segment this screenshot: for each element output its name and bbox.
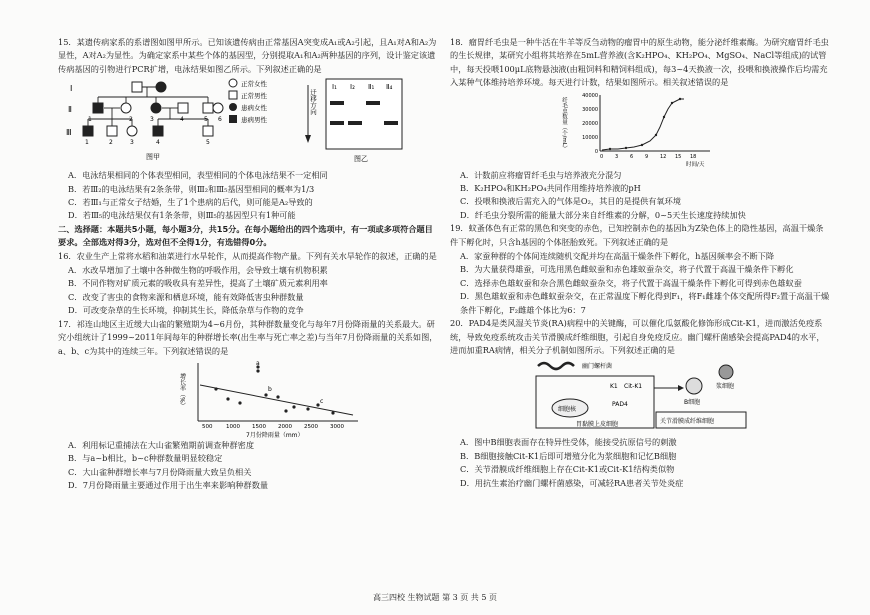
label-h-pylori: 幽门螺杆菌	[582, 363, 613, 371]
q20-figure	[450, 358, 830, 436]
data-point	[226, 397, 229, 400]
gel-band	[330, 121, 344, 125]
q15-figures	[58, 77, 438, 169]
gel-figure	[296, 77, 426, 169]
gel-lane-label: Ⅱ₁	[368, 83, 375, 92]
arrow-head-icon	[305, 135, 311, 143]
q19-stem: 19．蚊蚤体色有正常的黑色和突变的赤色，已知控制赤色的基因h为Z染色体上的隐性基因，高温干燥条件下孵化时，只含h基因的个体胚胎致死。下列叙述正确的是	[450, 223, 824, 247]
y-tick: 40000	[582, 92, 598, 99]
gen-label-I: Ⅰ	[70, 84, 73, 94]
ind-num: 6	[218, 116, 222, 124]
label-synovial: 关节滑膜成纤维细胞	[660, 418, 715, 426]
label-gastric-cell: 胃黏膜上皮细胞	[576, 421, 619, 429]
y-axis-label: 增长率（%）	[178, 372, 186, 409]
y-tick-labels	[582, 93, 598, 155]
gel-band	[330, 101, 344, 105]
q16-option-a[interactable]: A．水改旱增加了土壤中各种微生物的呼吸作用，会导致土壤有机物积累	[68, 265, 328, 276]
y-axis-label: 纤毛虫数量（个/mL）	[561, 96, 567, 151]
q17-option-c[interactable]: C．大山雀种群增长率与7月份降雨量大致呈负相关	[68, 466, 252, 477]
gen-label-III: Ⅲ	[66, 128, 72, 138]
y-tick: 30000	[582, 106, 598, 113]
ind-num: 2	[109, 139, 113, 147]
x-tick: 9	[645, 153, 649, 160]
y-tick: 10000	[582, 134, 598, 141]
x-tick: 2500	[304, 423, 318, 430]
pedigree-ind-II2	[121, 103, 131, 113]
q18-figure	[450, 91, 830, 169]
q18-growth-chart	[560, 91, 730, 169]
growth-curve	[602, 99, 684, 150]
data-point	[214, 387, 217, 390]
q15-option-b[interactable]: B．若Ⅲ₂的电泳结果有2条条带，则Ⅲ₂和Ⅲ₅基因型相同的概率为1/3	[68, 183, 315, 194]
arrow-head-icon	[678, 385, 684, 391]
data-point	[331, 411, 334, 414]
data-point	[609, 147, 611, 149]
point-label-b: b	[268, 385, 272, 393]
ind-num: 2	[129, 116, 133, 124]
data-point	[641, 143, 643, 145]
x-axis-label: 7月份降雨量（mm）	[246, 431, 304, 439]
bacteria-icon	[538, 363, 574, 369]
q20-stem: 20．PAD4是类风湿关节炎(RA)病程中的关键酶，可以催化瓜氨酸化修饰形成Cit-K1，进而激活免疫系统，导致免疫系统攻击关节滑膜成纤维细胞，引起自身免疫反应。幽门螺杆菌感染会提高PAD4的水平，进而加重RA病情，相关分子机制如图所示。下列叙述正确的是	[450, 318, 825, 355]
pedigree-ind-III1	[83, 126, 93, 136]
pedigree-ind-I2	[156, 82, 166, 92]
x-tick-labels	[202, 424, 344, 430]
point-label-a: a	[256, 359, 260, 367]
q16-option-c[interactable]: C．改变了害虫的食物来源和栖息环境，能有效降低害虫种群数量	[68, 291, 304, 302]
pedigree-ind-I1	[132, 82, 142, 92]
legend-label: 正常男性	[241, 92, 267, 101]
pedigree-ind-III2	[107, 126, 117, 136]
legend-affected-female-icon	[229, 103, 237, 111]
pedigree-caption: 图甲	[146, 153, 160, 162]
x-tick: 15	[675, 153, 682, 160]
data-point	[671, 101, 673, 103]
gel-lane-label: Ⅰ₂	[350, 83, 355, 92]
q20-option-b[interactable]: B．B细胞接触Cit-K1后即可增殖分化为浆细胞和记忆B细胞	[460, 450, 677, 461]
q20-option-d[interactable]: D．用抗生素治疗幽门螺杆菌感染，可减轻RA患者关节处炎症	[460, 477, 684, 488]
ind-num: 1	[85, 139, 89, 147]
gen-label-II: Ⅱ	[68, 105, 72, 115]
q18-option-d[interactable]: D．纤毛虫分裂所需的能量大部分来自纤维素的分解，0~5天生长速度持续加快	[460, 209, 746, 220]
label-cit-k1: Cit-K1	[624, 383, 643, 391]
y-tick: 20000	[582, 120, 598, 127]
gel-band	[348, 121, 362, 125]
q18-option-b[interactable]: B．K₂HPO₄和KH₂PO₄共同作用维持培养液的pH	[460, 183, 641, 194]
pedigree-ind-III3	[127, 126, 137, 136]
label-plasma-cell: 浆细胞	[716, 383, 735, 391]
gel-band	[366, 101, 380, 105]
data-point	[679, 97, 681, 99]
q16-option-d[interactable]: D．可改变杂草的生长环境，抑制其生长，降低杂草与作物的竞争	[68, 305, 304, 316]
q19-option-a[interactable]: A．家蚕种群的个体间连续随机交配并均在高温干燥条件下孵化，h基因频率会不断下降	[460, 251, 775, 262]
q17-figure	[58, 359, 438, 439]
q18-stem: 18．瘤胃纤毛虫是一种牛活在牛羊等反刍动物的瘤胃中的原生动物，能分泌纤维素酶。为研究瘤胃纤毛虫的生长规律，某研究小组将其培养在5mL营养液(含K₂HPO₄、KH₂PO₄、MgSO₄、NaCl等组成)的试管中，每天投喂100μL底物悬浊液(由粗饲料和精饲料组成)，每3~4天换液一次，投喂和换液操作后均需充入某种气体维持培养环境。每天进行计数，结果如图所示。相关叙述错误的是	[450, 37, 829, 88]
q15-option-a[interactable]: A．电泳结果相同的个体表型相同，表型相同的个体电泳结果不一定相同	[68, 170, 328, 181]
q20-option-c[interactable]: C．关节滑膜成纤维细胞上存在Cit-K1或Cit-K1结构类似物	[460, 464, 675, 475]
pedigree-ind-II6	[213, 103, 223, 113]
q20-mechanism-diagram	[530, 358, 750, 436]
x-tick: 1000	[226, 423, 240, 430]
trend-line	[200, 385, 353, 415]
b-cell-icon	[686, 378, 702, 394]
ind-num: 4	[180, 116, 184, 124]
label-pad4: PAD4	[612, 401, 628, 409]
q18-option-a[interactable]: A．计数前应将瘤胃纤毛虫与培养液充分混匀	[460, 169, 622, 180]
x-axis-label: 时间/天	[686, 161, 705, 168]
gel-caption: 图乙	[354, 155, 368, 164]
x-tick-labels	[600, 154, 696, 160]
label-nucleus: 细胞核	[558, 406, 577, 414]
q15-option-c[interactable]: C．若Ⅲ₁与正常女子结婚，生了1个患病的后代，则可能是A₂导致的	[68, 197, 313, 208]
data-point	[256, 369, 259, 372]
legend-label: 患病女性	[241, 104, 267, 113]
x-tick: 500	[202, 423, 213, 430]
q18-option-c[interactable]: C．投喂和换液后需充入的气体是O₂，其目的是提供有氧环境	[460, 196, 681, 207]
pedigree-ind-II1	[93, 103, 103, 113]
page-footer: 高三四校 生物试题 第 3 页 共 5 页	[373, 593, 497, 602]
data-point	[238, 401, 241, 404]
x-tick: 0	[600, 153, 604, 160]
x-tick: 6	[630, 153, 634, 160]
left-column	[58, 36, 438, 493]
q17-stem: 17．祁连山地区主近缓大山雀的繁殖期为4~6月份，其种群数量变化与每年7月份降雨量的关系最大。研究小组统计了1999~2011年间每年的种群增长率(出生率与死亡率之差)与当年7月份降雨量的关系如图，a、b、c为其中的连续三年。下列叙述错误的是	[58, 318, 438, 356]
x-tick: 18	[690, 153, 697, 160]
data-point	[625, 146, 627, 148]
ind-num: 3	[150, 116, 154, 124]
pedigree-ind-III4	[153, 126, 163, 136]
q19-option-b[interactable]: B．为大量获得雄蚕，可选用黑色雌蚁蚕和赤色雄蚁蚕杂交，将子代置于高温干燥条件下孵化	[460, 264, 794, 275]
legend-normal-female-icon	[229, 79, 237, 87]
data-point	[655, 133, 657, 135]
q17-option-a[interactable]: A．利用标记重捕法在大山雀繁殖期前调查种群密度	[68, 439, 255, 450]
legend-label: 正常女性	[241, 80, 267, 89]
q17-option-d[interactable]: D．7月份降雨量主要通过作用于出生率来影响种群数量	[68, 480, 269, 491]
q16-stem: 16．农业生产上常将水稻和油菜进行水旱轮作，从而提高作物产量。下列有关水旱轮作的叙述，正确的是	[58, 250, 437, 261]
q15-option-d[interactable]: D．若Ⅲ₅的电泳结果仅有1条条带，则Ⅲ₅的基因型只有1种可能	[68, 210, 296, 221]
legend-normal-male-icon	[229, 91, 237, 99]
gel-axis-label: 迁移方向	[309, 89, 317, 116]
ind-num: 5	[204, 116, 208, 124]
q16-option-b[interactable]: B．不同作物对矿质元素的吸收具有差异性，提高了土壤矿质元素利用率	[68, 278, 328, 289]
label-b-cell: B细胞	[684, 399, 701, 407]
data-point	[663, 115, 665, 117]
gel-lane-label: Ⅰ₁	[332, 83, 337, 92]
x-tick: 3	[615, 153, 619, 160]
q17-scatter-chart	[168, 359, 368, 439]
legend-affected-male-icon	[229, 115, 237, 123]
point-label-c: c	[320, 397, 324, 405]
pedigree-figure	[58, 77, 308, 169]
ind-num: 1	[88, 116, 92, 124]
data-points	[214, 365, 334, 414]
gel-band	[384, 121, 398, 125]
q20-option-a[interactable]: A．图中B细胞表面存在特异性受体，能接受抗原信号的刺激	[460, 437, 677, 448]
x-tick: 3000	[330, 423, 344, 430]
q15-stem: 15．某遗传病家系的系谱图如图甲所示。已知该遗传病由正常基因A突变成A₁或A₂引起，且A₁对A和A₂为显性，A对A₂为显性。为确定家系中某些个体的基因型，分别提取A₁和A₂两种基因的序列，设计鉴定该遗传病基因的引物进行PCR扩增，电泳结果如图乙所示。下列叙述正确的是	[58, 37, 437, 74]
gel-lane-label: Ⅱ₄	[386, 83, 393, 92]
ind-num: 3	[130, 139, 134, 147]
data-point	[292, 405, 295, 408]
x-tick: 2000	[278, 423, 292, 430]
pedigree-ind-II3	[151, 103, 161, 113]
pedigree-ind-II5	[203, 103, 213, 113]
data-point	[306, 407, 309, 410]
x-tick: 1500	[252, 423, 266, 430]
q17-option-b[interactable]: B．与a~b相比，b~c种群数量明显较稳定	[68, 453, 223, 464]
label-k1: K1	[610, 383, 618, 391]
data-point	[284, 409, 287, 412]
q19-option-c[interactable]: C．选择赤色雄蚁蚕和杂合黑色雌蚁蚕杂交，将子代置于高温干燥条件下孵化可得到赤色雄蚁蚕	[460, 277, 802, 288]
pedigree-ind-III5	[203, 126, 213, 136]
x-tick: 12	[660, 153, 667, 160]
q19-option-d[interactable]: D．黑色雄蚁蚕和赤色雌蚁蚕杂交，在正常温度下孵化得到F₁，将F₁雌雄个体交配所得F₂置于高温干燥条件下孵化，F₂雌雄个体比为6：7	[460, 291, 830, 315]
section2-header: 二、选择题：本题共5小题，每小题3分，共15分。在每小题给出的四个选项中，有一项或多项符合题目要求。全部选对得3分，选对但不全得1分，有选错得0分。	[58, 223, 433, 248]
data-point	[264, 393, 267, 396]
data-point	[276, 395, 279, 398]
right-column	[450, 36, 830, 490]
plasma-cell-icon	[719, 365, 733, 379]
pedigree-ind-II4	[178, 103, 188, 113]
y-tick: 0	[594, 148, 598, 155]
legend-label: 患病男性	[241, 116, 267, 125]
ind-num: 4	[156, 139, 160, 147]
ind-num: 5	[206, 139, 210, 147]
